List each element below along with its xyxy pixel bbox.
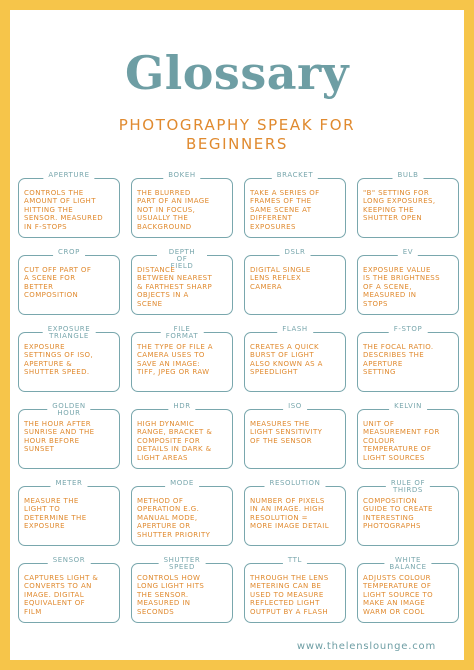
term-definition: NUMBER OF PIXELS IN AN IMAGE. HIGH RESOLUTION = MORE IMAGE DETAIL [250, 497, 330, 531]
term-title: F-STOP [389, 326, 428, 333]
term-definition: UNIT OF MEASUREMENT FOR COLOUR TEMPERATURE OF LIGHT SOURCES [363, 420, 440, 462]
glossary-term-cell [357, 401, 459, 469]
term-title: EXPOSURE TRIANGLE [43, 326, 96, 340]
term-definition: MEASURES THE LIGHT SENSITIVITY OF THE SENSOR [250, 420, 323, 445]
term-title: BRACKET [272, 172, 318, 179]
glossary-term-cell [18, 247, 120, 315]
term-definition: DISTANCE BETWEEN NEAREST & FARTHEST SHARP OBJECTS IN A SCENE [137, 266, 213, 308]
glossary-term-cell [244, 478, 346, 546]
glossary-term-cell [357, 555, 459, 623]
glossary-term-cell [244, 401, 346, 469]
glossary-term-cell [357, 170, 459, 238]
glossary-card [357, 248, 459, 315]
glossary-card [357, 479, 459, 546]
glossary-card [244, 325, 346, 392]
term-title: EV [398, 249, 418, 256]
glossary-term-cell [18, 401, 120, 469]
term-definition: THE TYPE OF FILE A CAMERA USES TO SAVE AN IMAGE: TIFF, JPEG OR RAW [137, 343, 213, 377]
term-title: SENSOR [48, 557, 91, 564]
footer-url: www.thelenslounge.com [296, 641, 436, 652]
glossary-term-cell [244, 247, 346, 315]
glossary-card [244, 171, 346, 238]
term-title: DEPTH OF FIELD [157, 249, 207, 270]
glossary-card [131, 479, 233, 546]
term-title: MODE [165, 480, 199, 487]
term-title: BOKEH [163, 172, 200, 179]
term-definition: METHOD OF OPERATION E.G. MANUAL MODE, APERTURE OR SHUTTER PRIORITY [137, 497, 211, 539]
term-definition: HIGH DYNAMIC RANGE, BRACKET & COMPOSITE FOR DETAILS IN DARK & LIGHT AREAS [137, 420, 213, 462]
term-definition: COMPOSITION GUIDE TO CREATE INTERESTING PHOTOGRAPHS [363, 497, 433, 531]
term-title: CROP [53, 249, 85, 256]
page-subtitle: PHOTOGRAPHY SPEAK FOR BEGINNERS [118, 116, 356, 153]
term-definition: CREATES A QUICK BURST OF LIGHT ALSO KNOWN AS A SPEEDLIGHT [250, 343, 323, 377]
glossary-term-cell [18, 324, 120, 392]
term-title: FILE FORMAT [161, 326, 204, 340]
glossary-term-cell [131, 555, 233, 623]
glossary-term-cell [244, 555, 346, 623]
glossary-card [131, 248, 233, 315]
glossary-card [18, 248, 120, 315]
term-definition: ADJUSTS COLOUR TEMPERATURE OF LIGHT SOURCE TO MAKE AN IMAGE WARM OR COOL [363, 574, 434, 616]
term-definition: "B" SETTING FOR LONG EXPOSURES, KEEPING THE SHUTTER OPEN [363, 189, 436, 223]
glossary-term-cell [131, 324, 233, 392]
glossary-card [357, 325, 459, 392]
glossary-term-cell [357, 478, 459, 546]
term-definition: THE HOUR AFTER SUNRISE AND THE HOUR BEFORE SUNSET [24, 420, 95, 454]
glossary-card [244, 402, 346, 469]
glossary-card [244, 248, 346, 315]
term-definition: CONTROLS THE AMOUNT OF LIGHT HITTING THE SENSOR. MEASURED IN F-STOPS [24, 189, 104, 231]
term-definition: MEASURE THE LIGHT TO DETERMINE THE EXPOSURE [24, 497, 87, 531]
term-title: DSLR [280, 249, 311, 256]
term-definition: CONTROLS HOW LONG LIGHT HITS THE SENSOR. MEASURED IN SECONDS [137, 574, 205, 616]
glossary-grid [18, 170, 466, 623]
term-title: RESOLUTION [264, 480, 325, 487]
glossary-card [131, 325, 233, 392]
glossary-term-cell [131, 401, 233, 469]
term-definition: THE BLURRED PART OF AN IMAGE NOT IN FOCUS, USUALLY THE BACKGROUND [137, 189, 210, 231]
glossary-card [18, 556, 120, 623]
glossary-card [18, 325, 120, 392]
term-title: SHUTTER SPEED [159, 557, 206, 571]
term-title: KELVIN [389, 403, 427, 410]
term-definition: DIGITAL SINGLE LENS REFLEX CAMERA [250, 266, 311, 291]
page-title: Glossary [124, 46, 349, 100]
term-definition: THROUGH THE LENS METERING CAN BE USED TO MEASURE REFLECTED LIGHT OUTPUT BY A FLASH [250, 574, 329, 616]
glossary-card [131, 171, 233, 238]
glossary-term-cell [131, 478, 233, 546]
glossary-card [18, 171, 120, 238]
glossary-term-cell [131, 247, 233, 315]
term-definition: TAKE A SERIES OF FRAMES OF THE SAME SCENE AT DIFFERENT EXPOSURES [250, 189, 320, 231]
glossary-term-cell [357, 247, 459, 315]
glossary-term-cell [18, 478, 120, 546]
term-title: WHITE BALANCE [384, 557, 431, 571]
term-title: FLASH [277, 326, 313, 333]
glossary-term-cell [18, 555, 120, 623]
glossary-card [244, 479, 346, 546]
term-title: TTL [283, 557, 307, 564]
term-definition: EXPOSURE VALUE IS THE BRIGHTNESS OF A SCENE, MEASURED IN STOPS [363, 266, 440, 308]
glossary-term-cell [18, 170, 120, 238]
glossary-term-cell [244, 170, 346, 238]
glossary-card [131, 556, 233, 623]
glossary-card [357, 556, 459, 623]
glossary-term-cell [131, 170, 233, 238]
term-definition: EXPOSURE SETTINGS OF ISO, APERTURE & SHUTTER SPEED. [24, 343, 94, 377]
term-title: RULE OF THIRDS [386, 480, 430, 494]
glossary-card [18, 402, 120, 469]
term-title: GOLDEN HOUR [47, 403, 90, 417]
glossary-card [357, 171, 459, 238]
term-title: METER [50, 480, 87, 487]
term-definition: CAPTURES LIGHT & CONVERTS TO AN IMAGE. DIGITAL EQUIVALENT OF FILM [24, 574, 99, 616]
term-title: HDR [168, 403, 195, 410]
glossary-term-cell [244, 324, 346, 392]
glossary-card [18, 479, 120, 546]
term-title: BULB [392, 172, 423, 179]
term-definition: THE FOCAL RATIO. DESCRIBES THE APERTURE SETTING [363, 343, 434, 377]
glossary-card [244, 556, 346, 623]
glossary-card [131, 402, 233, 469]
term-title: APERTURE [43, 172, 94, 179]
glossary-card [357, 402, 459, 469]
term-definition: CUT OFF PART OF A SCENE FOR BETTER COMPOSITION [24, 266, 92, 300]
glossary-term-cell [357, 324, 459, 392]
term-title: ISO [283, 403, 307, 410]
